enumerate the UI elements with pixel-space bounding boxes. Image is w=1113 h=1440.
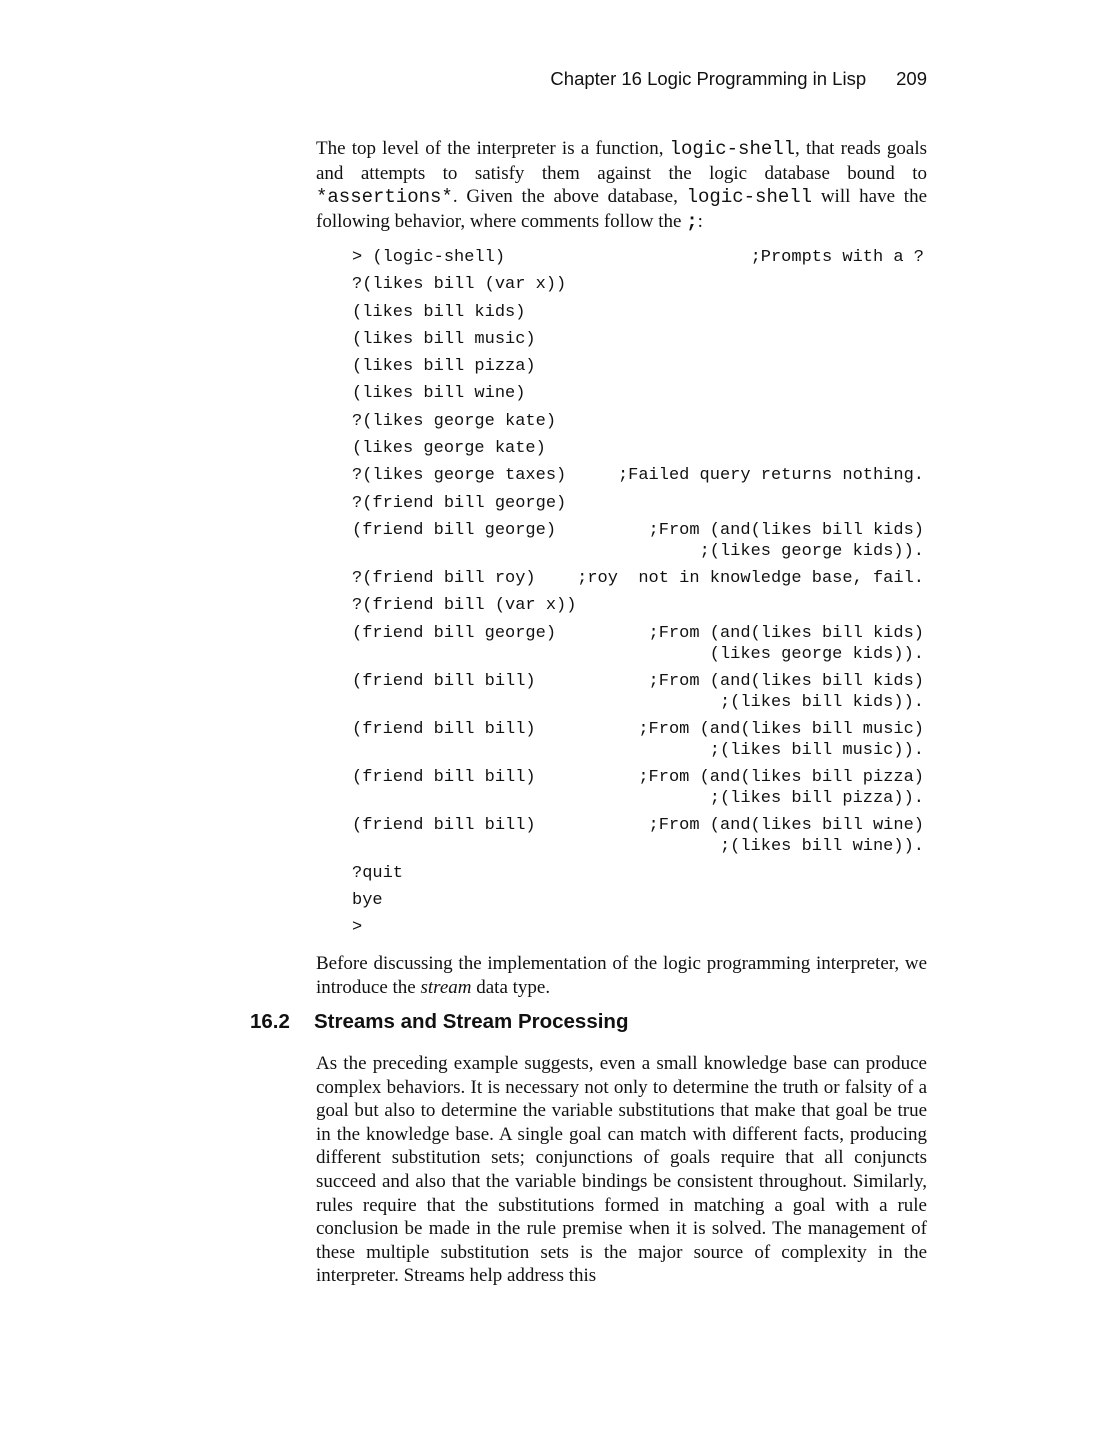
comment-line	[638, 767, 924, 788]
comment-line	[638, 788, 924, 809]
body-paragraph: As the preceding example suggests, even a small knowledge base can produce complex behaviors. It is necessary not only to determine the truth or falsity of a goal but also to determine the variable substitutions that make that goal be true in the knowledge base. A single goal can match with different facts, producing different substitution sets; conjunctions of goals require that all conjuncts succeed and also that the variable bindings be consistent throughout. Similarly, rules require that the substitutions formed in matching a goal with a rule conclusion be made in the rule premise when it is solved. The management of these multiple substitution sets is the major source of complexity in the interpreter. Streams help address this	[316, 1053, 927, 1287]
text-run: The top level of the interpreter is a function,	[316, 138, 670, 159]
code-comment	[577, 567, 924, 594]
comment-line	[577, 568, 924, 589]
code-text: (friend bill george)	[352, 623, 557, 643]
inline-code: logic-shell	[686, 186, 813, 209]
comment-line	[649, 644, 924, 665]
code-text: ?(friend bill george)	[352, 493, 567, 513]
code-line	[352, 246, 924, 273]
text-run: data type.	[471, 976, 551, 998]
code-comment	[649, 519, 924, 567]
code-line	[352, 382, 924, 409]
comment-line	[649, 815, 924, 836]
code-line	[352, 355, 924, 382]
inline-code: (and(likes bill pizza)	[699, 767, 924, 787]
code-line	[352, 916, 924, 943]
code-text: (likes bill kids)	[352, 302, 526, 322]
section-title: Streams and Stream Processing	[314, 1010, 629, 1033]
code-text: (friend bill bill)	[352, 719, 536, 739]
inline-code: ;	[617, 466, 629, 486]
code-line	[352, 464, 924, 491]
comment-line	[751, 247, 924, 268]
code-line	[352, 622, 924, 670]
inline-code: ;	[648, 671, 659, 691]
code-comment	[649, 622, 924, 670]
code-comment	[649, 670, 924, 718]
code-text: (friend bill bill)	[352, 671, 536, 691]
code-listing	[352, 246, 924, 943]
inline-code: ;From (and(likes bill kids)	[648, 520, 924, 540]
text-run: From	[658, 815, 710, 835]
code-comment	[751, 246, 924, 273]
text-run: From	[658, 671, 710, 691]
section-number: 16.2	[250, 1010, 290, 1033]
text-run: , that reads goals and attempts to satisfy them against the logic database bound to	[316, 138, 927, 184]
code-text: (likes bill music)	[352, 329, 536, 349]
code-text: (likes bill pizza)	[352, 357, 536, 377]
code-line	[352, 492, 924, 519]
code-line	[352, 567, 924, 594]
inline-code: ?	[913, 248, 924, 267]
comment-line	[649, 520, 924, 541]
code-line	[352, 718, 924, 766]
code-text: (friend bill bill)	[352, 767, 536, 787]
comment-line	[638, 719, 924, 740]
code-text: (likes george kate)	[352, 439, 546, 459]
page-number: 209	[896, 68, 927, 89]
code-text: ?(friend bill (var x))	[352, 596, 577, 616]
code-comment	[649, 814, 924, 862]
inline-code: ;(likes bill music)).	[709, 740, 924, 760]
code-text: ?(likes george kate)	[352, 411, 557, 431]
inline-code: (and(likes bill kids)	[709, 671, 924, 691]
comment-line	[649, 671, 924, 692]
text-run: From	[648, 767, 700, 787]
inline-code: (and(likes bill music)	[699, 719, 924, 739]
text-run: stream	[420, 976, 472, 998]
inline-code: ;(likes bill pizza)).	[709, 788, 924, 808]
text-run: :	[697, 210, 703, 232]
inline-code: logic-shell	[669, 138, 796, 160]
inline-code: ;	[750, 248, 761, 267]
text-run: Failed query returns nothing.	[628, 466, 924, 486]
code-text: (friend bill bill)	[352, 815, 536, 835]
code-text: (likes bill wine)	[352, 384, 526, 404]
inline-code: (and(likes bill kids)	[709, 623, 924, 643]
code-line	[352, 766, 924, 814]
code-text: ?quit	[352, 863, 404, 883]
inline-code: (likes george kids)).	[709, 644, 924, 664]
transition-paragraph	[316, 952, 927, 999]
intro-paragraph	[316, 137, 927, 234]
code-line	[352, 301, 924, 328]
text-run: will have the following behavior, where comments follow the	[316, 186, 928, 232]
inline-code: ;	[648, 623, 659, 643]
section-heading	[250, 1010, 628, 1034]
code-line	[352, 437, 924, 464]
code-line	[352, 594, 924, 621]
text-run: . Given the above database,	[452, 186, 687, 208]
code-text: ?(friend bill roy)	[352, 568, 536, 588]
inline-code: ;(likes george kids)).	[699, 541, 924, 561]
inline-code: ;roy	[577, 568, 618, 588]
code-comment	[638, 718, 924, 766]
comment-line	[638, 740, 924, 761]
code-text: ?(likes george taxes)	[352, 466, 567, 486]
code-line	[352, 670, 924, 718]
code-comment	[618, 464, 924, 491]
text-run: From	[648, 719, 700, 739]
text-run: Prompts with a	[760, 248, 914, 267]
comment-line	[649, 623, 924, 644]
code-line	[352, 862, 924, 889]
code-line	[352, 273, 924, 300]
comment-line	[649, 692, 924, 713]
code-text: > (logic-shell)	[352, 248, 506, 267]
text-run: Before discussing the implementation of the logic programming interpreter, we introduce the	[316, 953, 927, 998]
inline-code: ;(likes bill kids)).	[719, 692, 924, 712]
code-text: ?(likes bill (var x))	[352, 275, 567, 295]
code-line	[352, 410, 924, 437]
inline-code: ;	[638, 767, 649, 787]
code-line	[352, 519, 924, 567]
code-text: bye	[352, 890, 383, 910]
inline-code: (and(likes bill wine)	[709, 815, 924, 835]
code-line	[352, 328, 924, 355]
text-run: not in knowledge base, fail.	[617, 568, 924, 588]
code-text: >	[352, 918, 363, 938]
comment-line	[649, 836, 924, 857]
inline-code: ;	[638, 719, 649, 739]
comment-line	[618, 465, 924, 486]
running-header	[550, 68, 927, 90]
inline-code: ;	[686, 210, 698, 233]
chapter-title: Chapter 16 Logic Programming in Lisp	[550, 68, 867, 89]
inline-code: *assertions*	[316, 186, 453, 209]
code-comment	[638, 766, 924, 814]
code-line	[352, 889, 924, 916]
inline-code: ;	[648, 815, 659, 835]
code-text: (friend bill george)	[352, 520, 557, 540]
text-run: From	[658, 623, 710, 643]
code-line	[352, 814, 924, 862]
inline-code: ;(likes bill wine)).	[719, 836, 924, 856]
comment-line	[649, 541, 924, 562]
